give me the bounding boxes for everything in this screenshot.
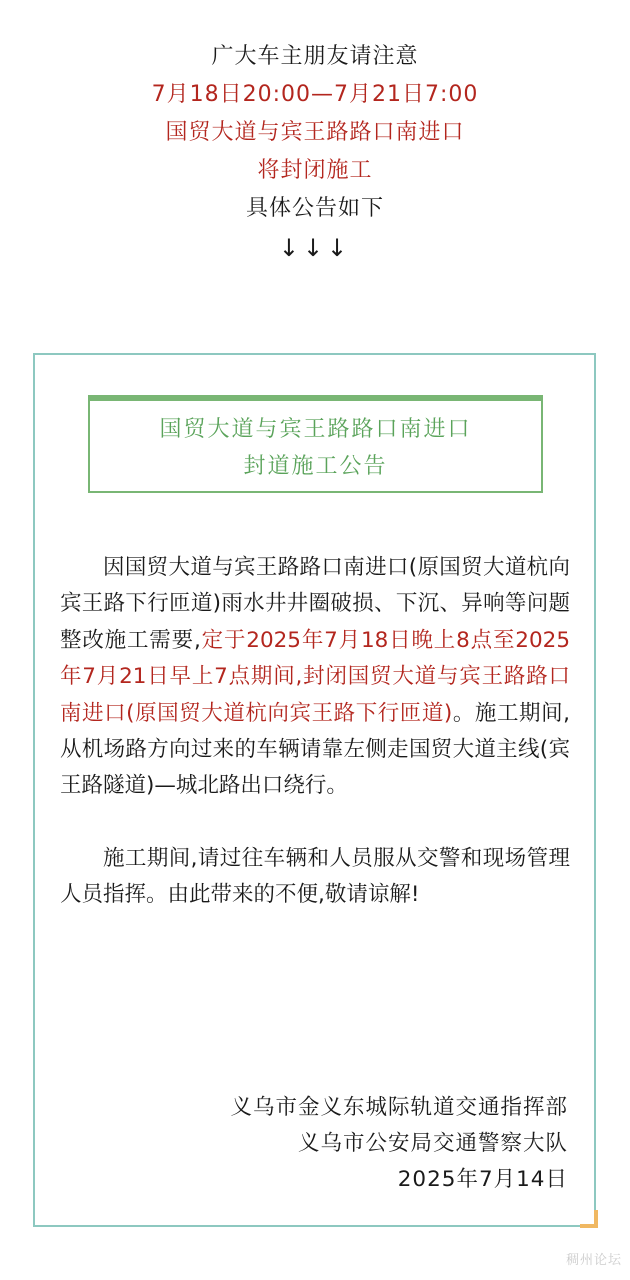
notice-paragraph-1 <box>60 550 570 805</box>
down-arrows-icon: ↓↓↓ <box>278 234 352 262</box>
intro-attention: 广大车主朋友请注意 <box>211 44 419 69</box>
corner-decoration <box>580 1210 598 1228</box>
signature-org-1: 义乌市金义东城际轨道交通指挥部 <box>230 1095 568 1120</box>
paragraph-1-highlight: 定于2025年7月18日晚上8点至2025年7月21日早上7点期间,封闭国贸大道与宾王路路口南进口(原国贸大道杭向宾王路下行匝道) <box>60 627 570 726</box>
notice-paragraph-2: 施工期间,请过往车辆和人员服从交警和现场管理人员指挥。由此带来的不便,敬请谅解! <box>60 845 570 908</box>
signature-block <box>230 1090 568 1198</box>
paragraph-1-detour: 。施工期间,从机场路方向过来的车辆请靠左侧走国贸大道主线(宾王路隧道)—城北路出口绕行。 <box>60 700 570 799</box>
notice-title-box <box>88 395 543 493</box>
signature-org-2: 义乌市公安局交通警察大队 <box>297 1131 568 1156</box>
watermark: 稠州论坛 <box>565 1253 622 1268</box>
intro-header <box>0 38 630 264</box>
notice-body <box>60 550 570 914</box>
notice-title-line2: 封道施工公告 <box>243 454 388 479</box>
signature-date: 2025年7月14日 <box>397 1167 568 1192</box>
intro-time-range: 7月18日20:00—7月21日7:00 <box>151 82 479 107</box>
intro-closure: 将封闭施工 <box>257 158 373 183</box>
notice-title-line1: 国贸大道与宾王路路口南进口 <box>159 417 472 442</box>
intro-location: 国贸大道与宾王路路口南进口 <box>165 120 465 145</box>
intro-details-follow: 具体公告如下 <box>245 196 384 221</box>
paragraph-1-intro: 因国贸大道与宾王路路口南进口(原国贸大道杭向宾王路下行匝道)雨水井井圈破损、下沉、异响等问题整改施工需要, <box>60 555 570 653</box>
